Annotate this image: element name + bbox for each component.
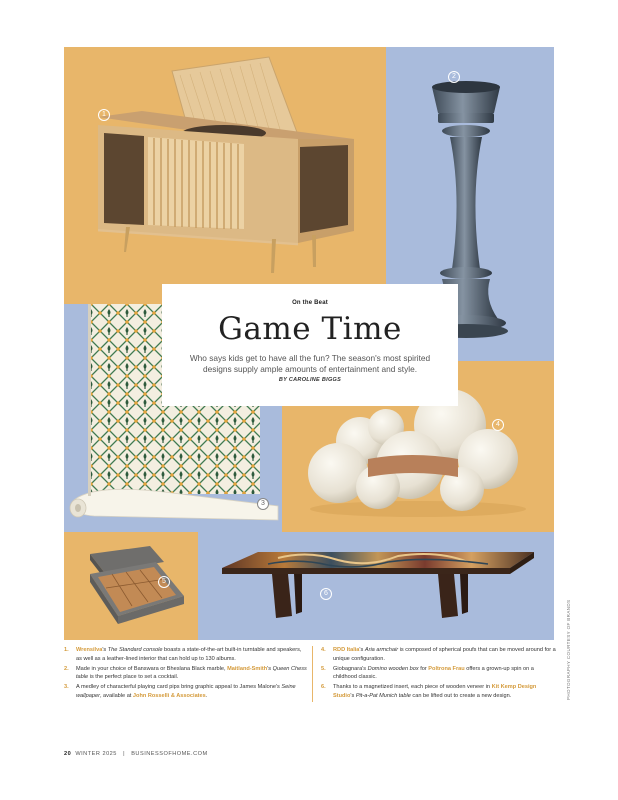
page-number: 20 xyxy=(64,751,72,757)
caption-item xyxy=(64,665,308,683)
marker-4: 4 xyxy=(492,419,504,431)
caption-text xyxy=(333,683,556,701)
marker-5: 5 xyxy=(158,576,170,588)
byline: BY CAROLINE BIGGS xyxy=(278,377,342,383)
product-name: Queen Chess table xyxy=(76,665,307,681)
marker-6: 6 xyxy=(320,588,332,600)
caption-number: 5. xyxy=(321,665,326,672)
domino-box-image xyxy=(64,532,198,640)
caption-text xyxy=(333,665,556,683)
panel-console xyxy=(64,47,386,304)
caption-number: 3. xyxy=(64,684,69,691)
caption-fragment: can be lifted out to create a new design. xyxy=(410,692,512,699)
caption-fragment: 's xyxy=(102,647,108,653)
title-box xyxy=(162,284,458,406)
page-title: Game Time xyxy=(218,311,402,347)
caption-fragment: is composed of spherical poufs that can be moved around for a unique configuration. xyxy=(333,647,556,662)
caption-item xyxy=(321,646,556,664)
brand-name[interactable]: Poltrona Frau xyxy=(428,665,465,672)
section-kicker: On the Beat xyxy=(292,300,328,306)
pit-a-pat-table-image xyxy=(198,532,554,640)
caption-number: 1. xyxy=(64,647,69,653)
caption-text xyxy=(333,646,556,664)
caption-fragment: Made in your choice of Banswara or Bheslana Black marble, xyxy=(76,665,228,672)
page-footer xyxy=(64,751,208,757)
site-link[interactable]: BUSINESSOFHOME.COM xyxy=(131,751,208,757)
brand-name[interactable]: John Rosselli & Associates xyxy=(132,692,206,699)
caption-number: 6. xyxy=(321,684,326,691)
captions-right-column xyxy=(312,646,556,702)
product-name: Aria armchair xyxy=(364,647,399,653)
caption-fragment: , available at xyxy=(99,692,133,699)
caption-fragment: Giobagnara's xyxy=(333,665,368,672)
caption-fragment: is the perfect place to set a cocktail. xyxy=(88,674,179,681)
caption-number: 2. xyxy=(64,665,69,672)
captions-left-column xyxy=(64,646,308,702)
panel-table xyxy=(198,532,554,640)
marker-1: 1 xyxy=(98,109,110,121)
caption-number: 4. xyxy=(321,647,326,653)
brand-name[interactable]: RDD Italia xyxy=(333,647,360,653)
marker-3: 3 xyxy=(257,498,269,510)
marker-2: 2 xyxy=(448,71,460,83)
product-name: Domino wooden box xyxy=(367,665,419,672)
dek: Who says kids get to have all the fun? The season's most spirited designs supply ample amounts of entertainment and style. xyxy=(189,353,431,374)
console-image xyxy=(64,47,386,304)
caption-fragment: boasts a state-of-the-art built-in turntable and speakers, as well as a leather-lined interior that can hold up to 130 albums. xyxy=(76,647,302,662)
caption-fragment: 's xyxy=(267,665,273,672)
captions xyxy=(64,646,556,702)
caption-text xyxy=(76,665,308,683)
caption-fragment: Thanks to a magnetized insert, each piece of wooden veneer in xyxy=(333,684,492,691)
caption-fragment: offers a grown-up spin on a childhood classic. xyxy=(333,665,534,681)
panel-domino-box xyxy=(64,532,198,640)
caption-fragment: A medley of characterful playing card pips bring graphic appeal to James Malone's xyxy=(76,684,282,691)
caption-item xyxy=(64,683,308,701)
brand-name[interactable]: Maitland-Smith xyxy=(227,665,268,672)
brand-name[interactable]: Wrensilva xyxy=(76,647,103,653)
caption-item xyxy=(321,665,556,683)
caption-fragment: for xyxy=(418,665,429,672)
caption-text xyxy=(76,683,308,701)
product-name: Pit-a-Pat Munich table xyxy=(355,692,411,699)
photo-credit: PHOTOGRAPHY COURTESY OF BRANDS xyxy=(566,599,571,700)
caption-fragment: . xyxy=(205,692,208,699)
caption-item xyxy=(64,646,308,664)
caption-item xyxy=(321,683,556,701)
product-name: The Standard console xyxy=(107,647,163,653)
caption-fragment: 's xyxy=(350,692,356,699)
caption-text xyxy=(76,646,308,664)
brand-name[interactable]: Kit Kemp Design Studio xyxy=(333,684,537,699)
caption-fragment: 's xyxy=(359,647,365,653)
footer-separator: | xyxy=(123,751,126,757)
issue-label: WINTER 2025 xyxy=(75,751,117,757)
product-name: Seine wallpaper xyxy=(76,684,296,699)
